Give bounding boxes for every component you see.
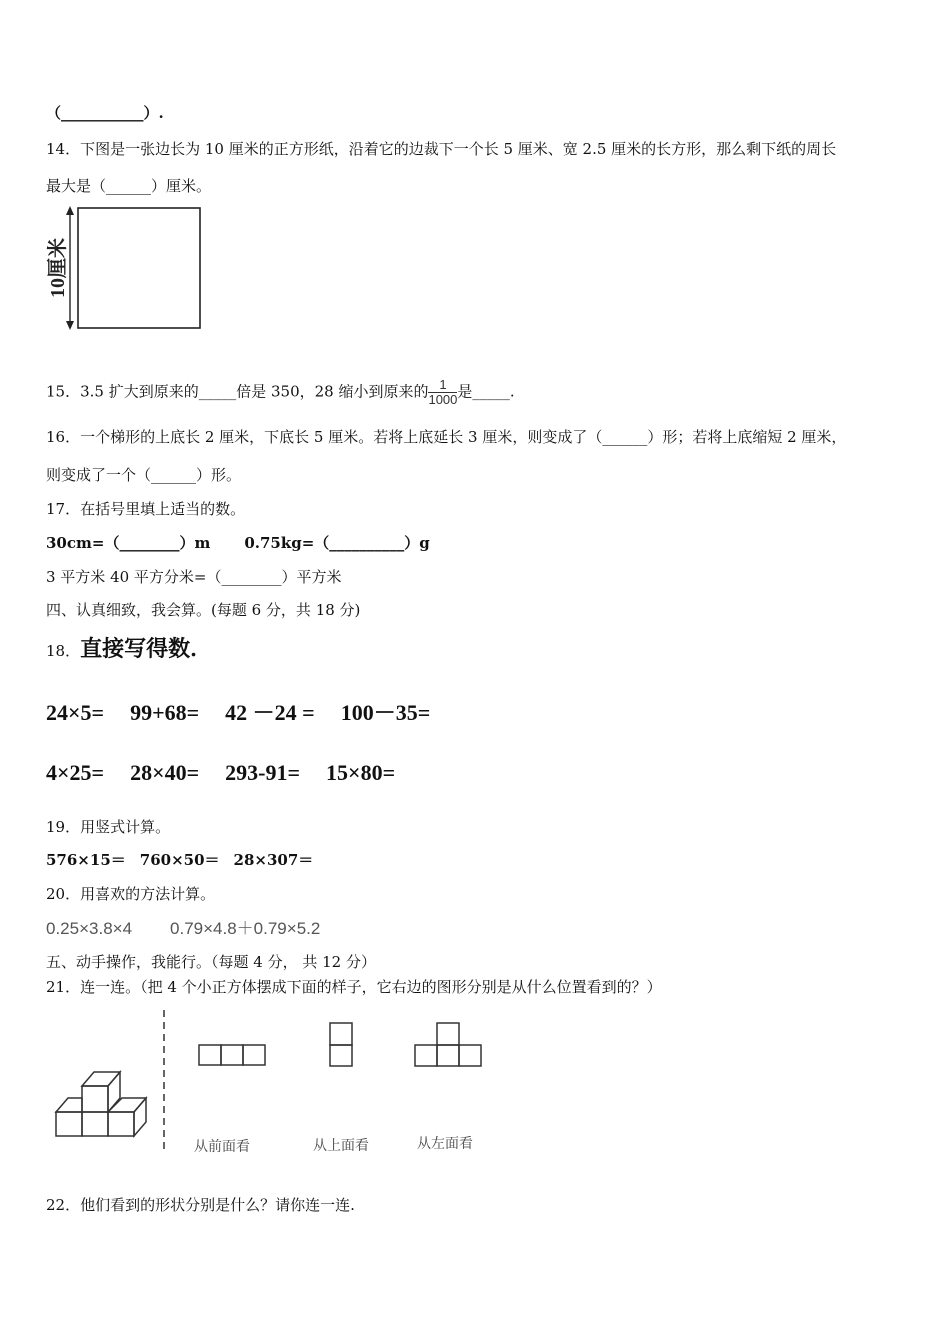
q14-line2: 最大是（______）厘米。	[46, 177, 212, 195]
q17-a: 30cm=（________）m	[46, 534, 211, 552]
q20-b: 0.79×4.8＋0.79×5.2	[170, 919, 321, 938]
q19-items	[46, 849, 313, 870]
q20-a: 0.25×3.8×4	[46, 919, 133, 938]
caption-front: 从前面看	[194, 1139, 250, 1155]
q20-exprs	[46, 914, 320, 939]
caption-left: 从左面看	[417, 1136, 473, 1152]
q14-line1: 14．下图是一张边长为 10 厘米的正方形纸，沿着它的边裁下一个长 5 厘米、宽 2.5 厘米的长方形，那么剩下纸的周长	[46, 140, 837, 158]
q17-row1	[46, 532, 430, 553]
square-figure	[40, 200, 210, 335]
q16-line2: 则变成了一个（______）形。	[46, 466, 242, 484]
q18-num: 18．	[46, 642, 81, 660]
q17-title: 17．在括号里填上适当的数。	[46, 500, 246, 518]
front-view-shape	[199, 1045, 265, 1065]
q18-title: 直接写得数．	[80, 636, 213, 662]
q17-c: 3 平方米 40 平方分米=（________）平方米	[46, 568, 342, 586]
q18-item: 293-91=	[225, 760, 301, 785]
q15-part2: 是_____.	[457, 382, 515, 401]
q17-b: 0.75kg=（__________）g	[244, 534, 430, 552]
square-label: 10厘米	[47, 238, 69, 298]
q22-title: 22．他们看到的形状分别是什么？请你连一连.	[46, 1196, 355, 1214]
q19-title: 19．用竖式计算。	[46, 818, 171, 836]
square-shape	[78, 208, 200, 328]
caption-top: 从上面看	[313, 1138, 369, 1154]
q18-item: 28×40=	[130, 760, 200, 785]
q18-item: 42 －24 =	[225, 700, 315, 725]
section4-heading: 四、认真细致，我会算。(每题 6 分，共 18 分)	[46, 601, 361, 619]
fraction-numerator: 1	[439, 377, 447, 392]
q21-title: 21．连一连。（把 4 个小正方体摆成下面的样子，它右边的图形分别是从什么位置看到的？）	[46, 978, 662, 996]
q18-row2	[46, 760, 395, 786]
q18-item: 99+68=	[130, 700, 200, 725]
q15-part1: 15．3.5 扩大到原来的_____倍是 350，28 缩小到原来的	[46, 382, 429, 401]
q18-item: 15×80=	[326, 760, 396, 785]
q18-heading	[46, 632, 212, 663]
top-view-shape	[330, 1023, 352, 1066]
left-view-shape	[415, 1023, 481, 1066]
section5-heading: 五、动手操作，我能行。（每题 4 分， 共 12 分）	[46, 953, 376, 971]
q18-item: 4×25=	[46, 760, 105, 785]
q18-item: 24×5=	[46, 700, 105, 725]
fraction	[428, 378, 457, 407]
fraction-denominator: 1000	[428, 392, 458, 407]
q19-item: 28×307＝	[233, 851, 314, 869]
q18-item: 100－35=	[340, 700, 431, 725]
q16-line1: 16．一个梯形的上底长 2 厘米，下底长 5 厘米。若将上底延长 3 厘米，则变成了（______）形；若将上底缩短 2 厘米，	[46, 428, 847, 446]
q20-title: 20．用喜欢的方法计算。	[46, 885, 216, 903]
cube-stack	[56, 1072, 146, 1136]
q19-item: 576×15＝	[46, 851, 126, 869]
q15-line	[46, 378, 515, 407]
q19-item: 760×50＝	[139, 851, 220, 869]
q13-tail: （___________）.	[46, 104, 164, 122]
q18-row1	[46, 696, 430, 727]
